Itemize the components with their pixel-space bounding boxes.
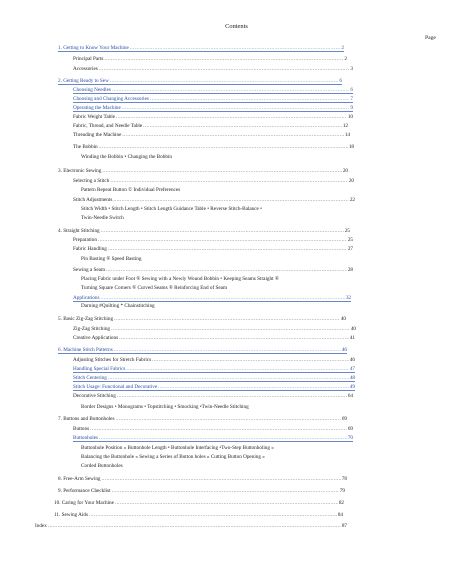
toc-entry: Adjusting Stitches for Stretch Fabrics ..... 46 — [73, 357, 355, 363]
dot-leader — [99, 435, 347, 441]
dot-leader — [99, 144, 348, 150]
dot-leader — [143, 123, 342, 129]
toc-subtopics: Stitch Width • Stitch Length • Stitch Length Guidance Table • Reverse Stitch-Balance • — [81, 206, 262, 212]
toc-entry: Selecting a Stitch ..... 20 — [73, 178, 354, 184]
dot-leader — [108, 375, 349, 381]
toc-entry-applications[interactable]: Applications ..... 32 — [73, 295, 351, 302]
toc-subtopics: Buttonhole Position » Buttonhole Length • Buttonhole Interfacing •Two-Step Buttonholing » — [81, 445, 274, 451]
dot-leader — [106, 267, 347, 273]
dot-leader — [158, 384, 349, 390]
toc-entry: 4. Straight Stitching ..... 25 — [58, 228, 350, 234]
dot-leader — [104, 56, 343, 62]
dot-leader — [89, 512, 337, 518]
dot-leader — [99, 66, 350, 72]
dot-leader — [90, 426, 347, 432]
dot-leader — [114, 316, 340, 322]
toc-entry: Principal Parts ..... 2 — [73, 56, 347, 62]
dot-leader — [115, 500, 338, 506]
toc-entry-stitch-usage[interactable]: Stitch Usage: Functional and Decorative ..... 49 — [73, 384, 355, 391]
toc-entry: Buttons ..... 69 — [73, 426, 353, 432]
dot-leader — [102, 476, 341, 482]
toc-entry-special-fabrics[interactable]: Handling Special Fabrics ..... 47 — [73, 366, 355, 373]
dot-leader — [122, 132, 343, 138]
page-title: Contents — [225, 23, 248, 30]
toc-entry: 5. Basic Zig-Zag Stitching ..... 40 — [58, 316, 346, 322]
toc-subtopics: Darning #Quilting * Chainstitching — [81, 303, 155, 309]
toc-subtopics: Twin-Needle Switch — [81, 215, 124, 221]
toc-entry-ch1[interactable]: 1. Getting to Know Your Machine ..... 2 — [58, 45, 344, 52]
toc-entry: 3. Electronic Sewing ..... 20 — [58, 168, 348, 174]
dot-leader — [116, 114, 347, 120]
toc-entry: Creative Applications ..... 41 — [73, 335, 355, 341]
dot-leader — [110, 78, 339, 84]
dot-leader — [117, 393, 347, 399]
toc-entry: 11. Sewing Aids ..... 84 — [54, 512, 343, 518]
dot-leader — [116, 416, 341, 422]
dot-leader — [101, 295, 345, 301]
toc-entry: Fabric Handling ..... 27 — [73, 246, 353, 252]
dot-leader — [108, 246, 347, 252]
toc-entry: Decorative Stitching ..... 64 — [73, 393, 353, 399]
toc-subtopics: Corded Buttonholes — [81, 463, 123, 469]
toc-entry: Preparation ..... 25 — [73, 237, 353, 243]
toc-subtopics: Pattern Repeat Button © Individual Preferences — [81, 187, 181, 193]
toc-entry-ch6[interactable]: 6. Machine Stitch Patterns ..... 46 — [58, 347, 347, 354]
toc-entry: Stitch Adjustments ..... 22 — [73, 197, 355, 203]
dot-leader — [98, 237, 347, 243]
dot-leader — [150, 96, 349, 102]
page-column-label: Page — [425, 35, 436, 41]
toc-entry: 7. Buttons and Buttonholes ..... 69 — [58, 416, 347, 422]
toc-entry: 9. Performance Checklist ..... 79 — [58, 488, 345, 494]
toc-entry: The Bobbin ..... 18 — [73, 144, 354, 150]
dot-leader — [126, 366, 348, 372]
toc-entry: Fabric Weight Table ..... 10 — [73, 114, 353, 120]
toc-subtopics: Balancing the Buttonhole » Sewing a Series of Button holes » Cutting Button Opening » — [81, 454, 265, 460]
toc-entry: Sewing a Seam ..... 28 — [73, 267, 353, 273]
dot-leader — [111, 326, 350, 332]
dot-leader — [113, 197, 348, 203]
dot-leader — [101, 228, 344, 234]
toc-entry-accessories[interactable]: Choosing and Changing Accessories ..... 7 — [73, 96, 353, 103]
dot-leader — [102, 168, 341, 174]
toc-entry: Accessories ..... 3 — [73, 66, 353, 72]
dot-leader — [48, 523, 341, 529]
dot-leader — [110, 178, 348, 184]
toc-entry-operating[interactable]: Operating the Machine ..... 9 — [73, 105, 353, 112]
toc-entry: 10. Caring for Your Machine ..... 82 — [54, 500, 344, 506]
toc-entry-stitch-centering[interactable]: Stitch Centering ..... 48 — [73, 375, 355, 382]
dot-leader — [114, 347, 341, 353]
toc-entry: Index ..... 87 — [35, 523, 347, 529]
toc-subtopics: Border Designs • Monograms • Topstitching • Smocking •Twin-Needle Stitching — [81, 404, 249, 410]
toc-entry: Fabric, Thread, and Needle Table ..... 12 — [73, 123, 348, 129]
dot-leader — [112, 488, 339, 494]
toc-entry: 8. Free-Arm Sewing ..... 78 — [58, 476, 347, 482]
toc-subtopics: Pin Basting ® Speed Basting — [81, 256, 142, 262]
dot-leader — [152, 357, 349, 363]
dot-leader — [130, 45, 341, 51]
toc-subtopics: Turning Square Corners ® Curved Seams ® Reinforcing End of Seam — [81, 285, 228, 291]
toc-entry-buttonholes[interactable]: Buttonholes ..... 70 — [73, 435, 353, 442]
toc-entry-ch2[interactable]: 2. Getting Ready to Sew ..... 6 — [58, 78, 342, 85]
dot-leader — [112, 87, 350, 93]
toc-entry: Threading the Machine ..... 14 — [73, 132, 350, 138]
toc-entry: Zig-Zag Stitching ..... 40 — [73, 326, 356, 332]
dot-leader — [122, 105, 350, 111]
toc-entry-choosing-needles[interactable]: Choosing Needles ..... 6 — [73, 87, 353, 94]
toc-subtopics: Winding the Bobbin • Changing the Bobbin — [81, 154, 172, 160]
dot-leader — [119, 335, 349, 341]
toc-subtopics: Placing Fabric under Foot ® Sewing with a Newly Wound Bobbin • Keeping Seams Straight ® — [81, 276, 279, 282]
